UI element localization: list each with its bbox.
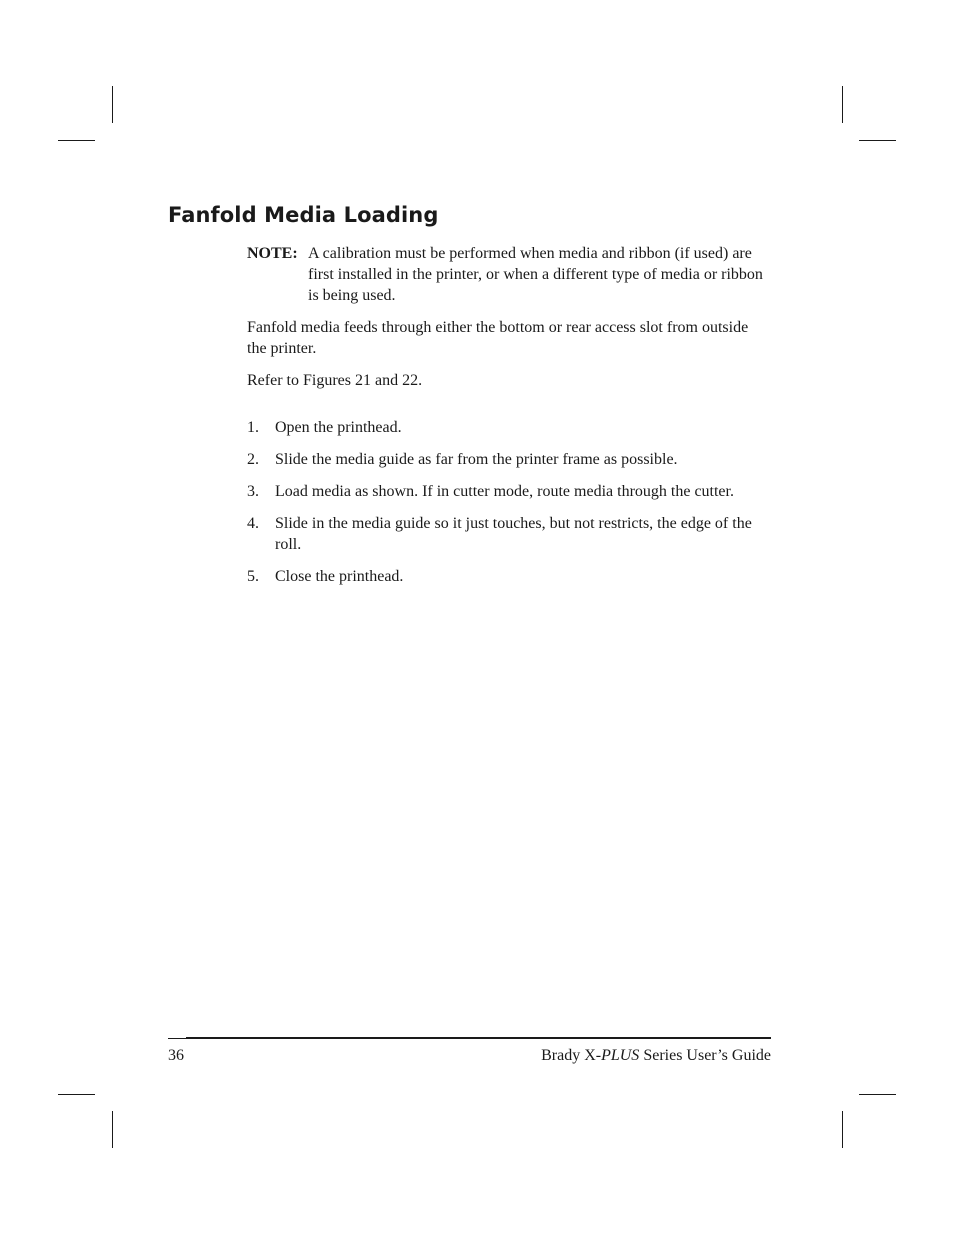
step-number: 4. — [247, 515, 259, 532]
intro-paragraph: Fanfold media feeds through either the bottom or rear access slot from outside the printer. — [247, 319, 749, 357]
section-heading: Fanfold Media Loading — [168, 203, 439, 227]
crop-mark-top-left-horizontal — [58, 140, 95, 141]
crop-mark-bottom-left-horizontal — [58, 1094, 95, 1095]
step-number: 1. — [247, 419, 259, 436]
list-item — [247, 417, 777, 438]
guide-title-prefix: Brady X- — [541, 1047, 602, 1064]
note-label: NOTE: — [247, 245, 298, 262]
step-text: Slide the media guide as far from the printer frame as possible. — [275, 451, 678, 468]
guide-title-suffix: Series User’s Guide — [639, 1047, 771, 1064]
crop-mark-top-right-vertical — [842, 86, 843, 123]
footer-rule — [186, 1037, 771, 1039]
step-text: Slide in the media guide so it just touches, but not restricts, the edge of the roll. — [275, 515, 752, 553]
step-text: Open the printhead. — [275, 419, 402, 436]
footer-rule-left — [168, 1038, 188, 1039]
list-item — [247, 481, 777, 502]
page-number: 36 — [168, 1047, 184, 1064]
guide-title — [541, 1045, 771, 1066]
guide-title-italic: PLUS — [601, 1047, 640, 1064]
note-block — [247, 243, 777, 306]
list-item — [247, 449, 777, 470]
step-text: Close the printhead. — [275, 568, 404, 585]
crop-mark-bottom-right-horizontal — [859, 1094, 896, 1095]
list-item — [247, 566, 777, 587]
step-number: 5. — [247, 568, 259, 585]
list-item — [247, 513, 777, 555]
crop-mark-top-left-vertical — [112, 86, 113, 123]
crop-mark-bottom-right-vertical — [842, 1111, 843, 1148]
crop-mark-bottom-left-vertical — [112, 1111, 113, 1148]
note-text: A calibration must be performed when media and ribbon (if used) are first installed in the printer, or when a different type of media or ribbon is being used. — [308, 245, 763, 304]
step-number: 3. — [247, 483, 259, 500]
figure-reference-paragraph: Refer to Figures 21 and 22. — [247, 372, 423, 389]
crop-mark-top-right-horizontal — [859, 140, 896, 141]
step-text: Load media as shown. If in cutter mode, route media through the cutter. — [275, 483, 734, 500]
step-number: 2. — [247, 451, 259, 468]
steps-list — [247, 417, 777, 598]
